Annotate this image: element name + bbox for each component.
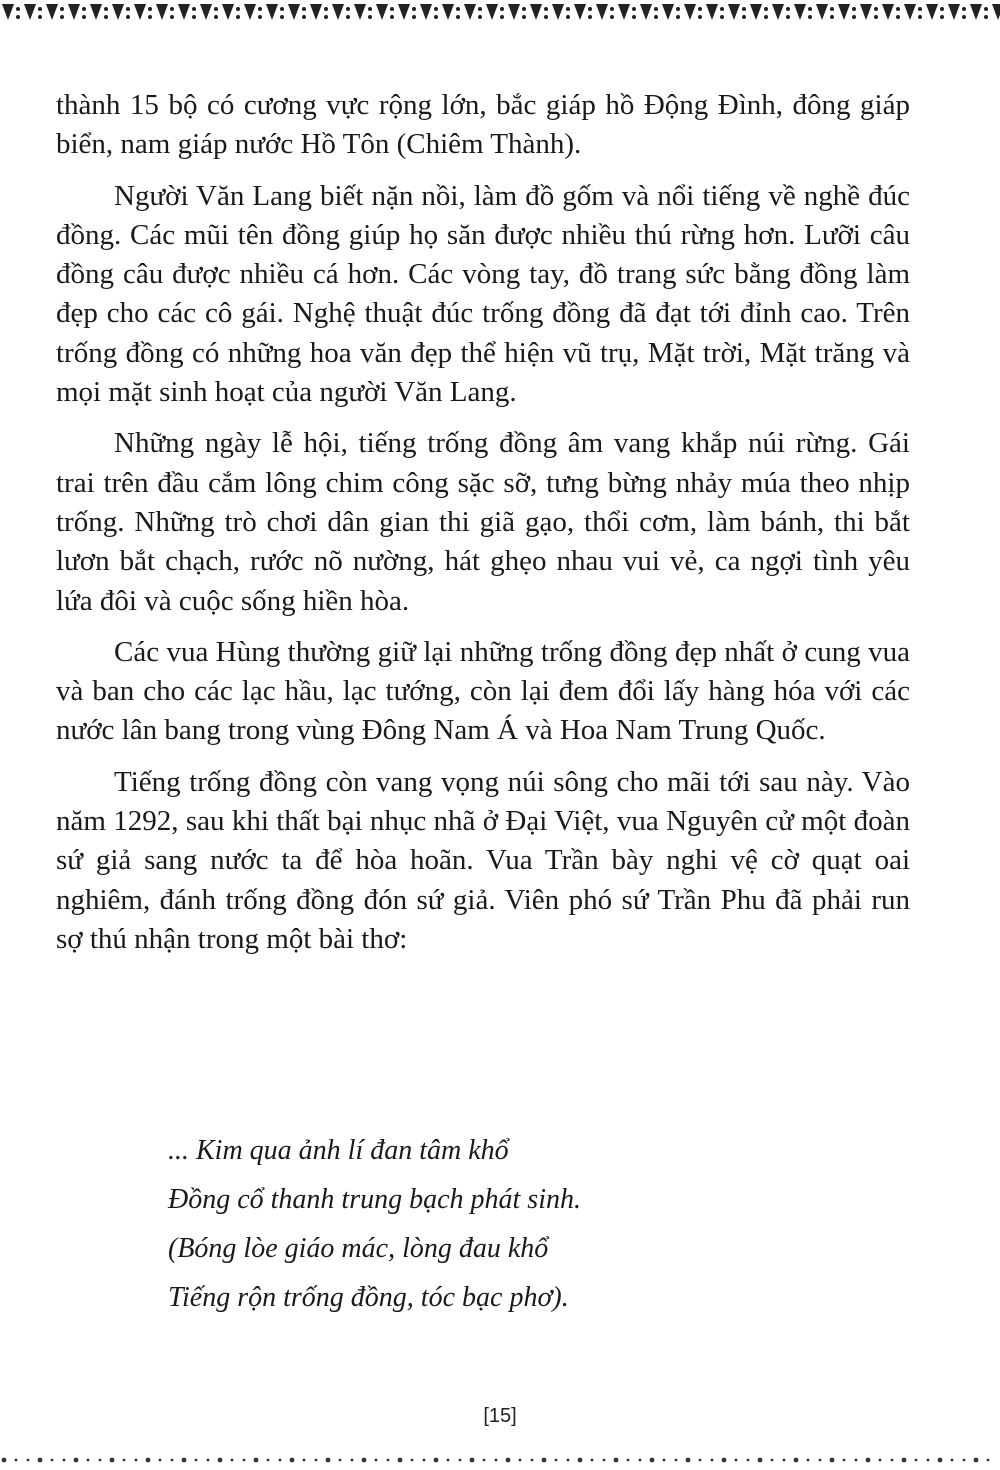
paragraph-2: Người Văn Lang biết nặn nồi, làm đồ gốm và nổi tiếng về nghề đúc đồng. Các mũi tên đồng giúp họ săn được nhiều thú rừng hơn. Lưỡi câu đồng câu được nhiều cá hơn. Các vòng tay, đồ trang sức bằng đồng làm đẹp cho các cô gái. Nghệ thuật đúc trống đồng đã đạt tới đỉnh cao. Trên trống đồng có những hoa văn đẹp thể hiện vũ trụ, Mặt trời, Mặt trăng và mọi mặt sinh hoạt của người Văn Lang. — [56, 179, 910, 409]
triangle-dot-border-icon — [2, 4, 1000, 20]
page-number: [15] — [483, 1405, 517, 1427]
paragraph-5: Tiếng trống đồng còn vang vọng núi sông cho mãi tới sau này. Vào năm 1292, sau khi thất bại nhục nhã ở Đại Việt, vua Nguyên cử một đoàn sứ giả sang nước ta để hòa hoãn. Vua Trần bày nghi vệ cờ quạt oai nghiêm, đánh trống đồng đón sứ giả. Viên phó sứ Trần Phu đã phải run sợ thú nhận trong một bài thơ: — [56, 765, 910, 955]
bottom-decorative-border — [0, 1450, 1000, 1470]
poem-line-2: Đồng cổ thanh trung bạch phát sinh. — [168, 1184, 581, 1215]
dotted-border-icon — [2, 1458, 990, 1463]
paragraph-4: Các vua Hùng thường giữ lại những trống đồng đẹp nhất ở cung vua và ban cho các lạc hầu, lạc tướng, còn lại đem đổi lấy hàng hóa với các nước lân bang trong vùng Đông Nam Á và Hoa Nam Trung Quốc. — [56, 635, 910, 747]
poem-line-3: (Bóng lòe giáo mác, lòng đau khổ — [168, 1233, 549, 1264]
page-text — [56, 86, 910, 971]
paragraph-1: thành 15 bộ có cương vực rộng lớn, bắc giáp hồ Động Đình, đông giáp biển, nam giáp nước Hồ Tôn (Chiêm Thành). — [56, 89, 910, 161]
paragraph-3: Những ngày lễ hội, tiếng trống đồng âm vang khắp núi rừng. Gái trai trên đầu cắm lông chim công sặc sỡ, tưng bừng nhảy múa theo nhịp trống. Những trò chơi dân gian thi giã gạo, thổi cơm, làm bánh, thi bắt lươn bắt chạch, rước nõ nường, hát ghẹo nhau vui vẻ, ca ngợi tình yêu lứa đôi và cuộc sống hiền hòa. — [56, 427, 910, 617]
poem-line-1: ... Kim qua ảnh lí đan tâm khổ — [168, 1135, 509, 1166]
top-decorative-border — [0, 0, 1000, 26]
poem-line-4: Tiếng rộn trống đồng, tóc bạc phơ). — [168, 1282, 569, 1313]
poem — [168, 1126, 581, 1322]
